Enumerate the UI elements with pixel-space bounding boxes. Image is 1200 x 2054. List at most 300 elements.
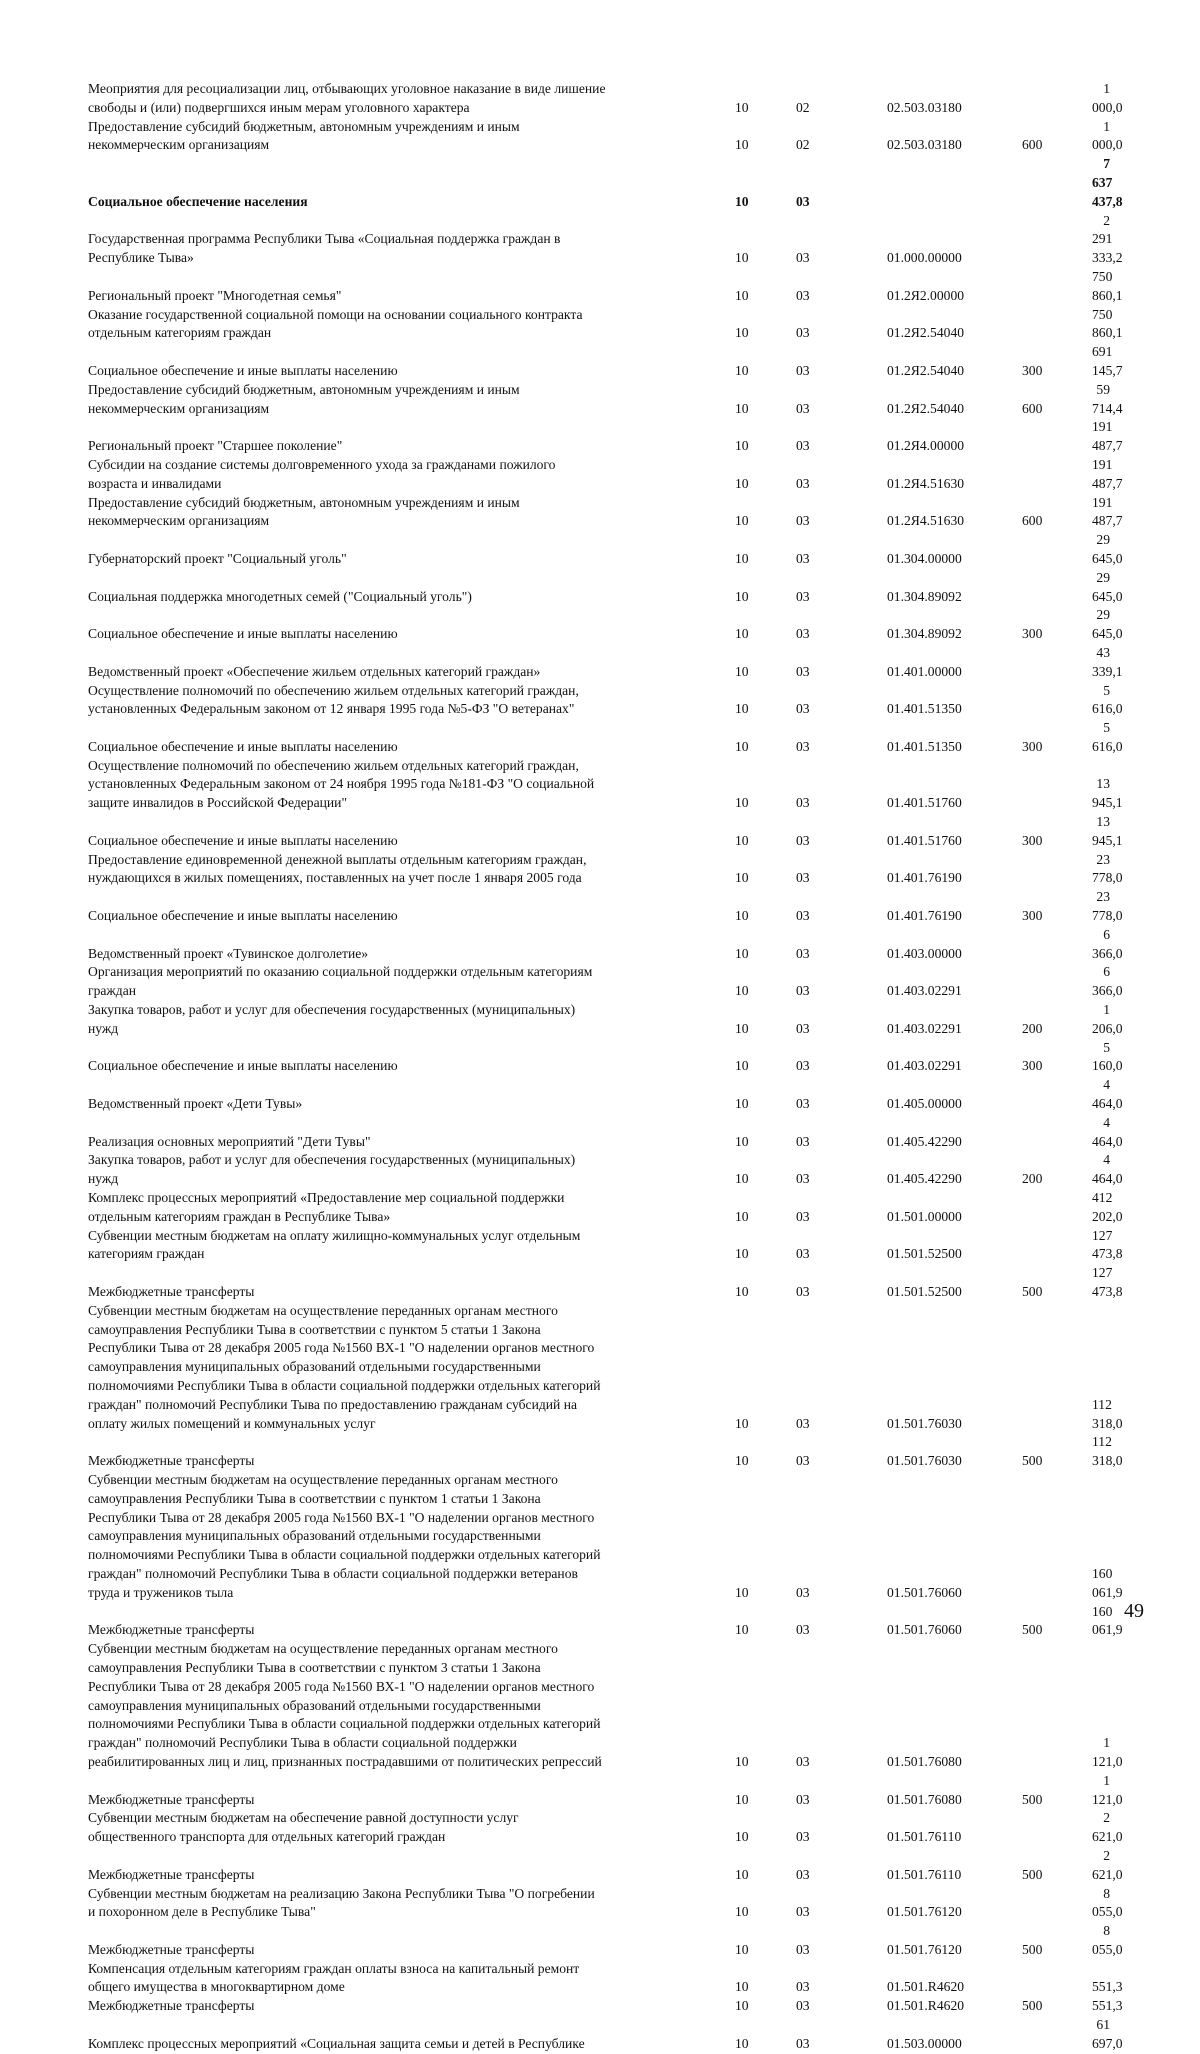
row-amount: 29 645,0 <box>1092 607 1123 642</box>
row-section: 10 <box>735 1904 749 1920</box>
row-subsection: 03 <box>796 832 810 848</box>
row-name: Субвенции местным бюджетам на обеспечение равной доступности услуг общественного транспорта для отдельных категорий граждан <box>88 1810 519 1845</box>
row-target-article: 01.501.76060 <box>887 1622 962 1638</box>
row-section: 10 <box>735 1020 749 1036</box>
row-subsection: 03 <box>796 701 810 717</box>
row-expense-type <box>999 963 1092 1001</box>
row-section: 10 <box>735 1284 749 1299</box>
row-section: 10 <box>735 1415 749 1431</box>
row-amount: 5 160,0 <box>1092 1039 1123 1074</box>
row-subsection: 03 <box>796 400 810 416</box>
row-subsection: 03 <box>796 945 810 961</box>
row-name: Компенсация отдельным категориям граждан оплаты взноса на капитальный ремонт общего имущества в многоквартирном доме <box>88 1960 580 1995</box>
row-subsection: 03 <box>796 1171 810 1187</box>
row-amount: 4 464,0 <box>1092 1077 1123 1112</box>
row-subsection: 03 <box>796 1096 810 1112</box>
row-amount: 13 945,1 <box>1092 776 1123 811</box>
row-subsection: 03 <box>796 1979 810 1995</box>
row-expense-type <box>999 926 1092 964</box>
table-row <box>88 1997 1112 2016</box>
row-subsection: 03 <box>796 1584 810 1600</box>
row-expense-type <box>999 1809 1092 1847</box>
row-subsection: 03 <box>796 193 810 209</box>
table-row <box>88 155 1112 211</box>
row-name: Ведомственный проект «Дети Тувы» <box>88 1096 303 1112</box>
row-section: 10 <box>735 1979 749 1995</box>
row-name: Комплекс процессных мероприятий «Предоставление мер социальной поддержки отдельным категориям граждан в Республике Тыва» <box>88 1190 565 1224</box>
budget-table <box>88 80 1123 2054</box>
row-subsection: 03 <box>796 1453 810 1469</box>
row-section: 10 <box>735 475 749 491</box>
row-name: Субсидии на создание системы долговременного ухода за гражданами пожилого возраста и инвалидами <box>88 456 556 491</box>
row-subsection: 03 <box>796 908 810 924</box>
row-expense-type: 500 <box>1022 1866 1043 1882</box>
row-target-article: 01.401.51350 <box>887 701 962 717</box>
row-amount: 112 318,0 <box>1092 1396 1123 1431</box>
row-subsection: 03 <box>796 795 810 811</box>
row-subsection: 03 <box>796 1020 810 1036</box>
row-expense-type <box>999 644 1092 682</box>
row-section: 10 <box>735 1753 749 1769</box>
row-section: 10 <box>735 513 749 529</box>
row-target-article: 01.000.00000 <box>887 250 962 266</box>
row-subsection: 03 <box>796 1791 810 1807</box>
row-target-article: 01.304.89092 <box>887 626 962 642</box>
row-expense-type <box>999 2016 1092 2054</box>
row-target-article: 01.405.00000 <box>887 1096 962 1112</box>
row-section: 10 <box>735 870 749 886</box>
row-target-article: 01.2Я2.54040 <box>887 400 965 416</box>
row-subsection: 03 <box>796 475 810 491</box>
table-row <box>88 268 1112 306</box>
row-section: 10 <box>735 832 749 848</box>
row-subsection: 03 <box>796 438 810 454</box>
row-amount: 1 121,0 <box>1092 1772 1123 1807</box>
row-target-article: 01.501.52500 <box>887 1246 962 1262</box>
row-name: Ведомственный проект «Обеспечение жильем отдельных категорий граждан» <box>88 663 541 679</box>
row-section: 10 <box>735 287 749 303</box>
row-name: Оказание государственной социальной помощи на основании социального контракта отдельным категориям граждан <box>88 306 583 341</box>
row-name: Межбюджетные трансферты <box>88 1998 255 2014</box>
page-number: 49 <box>1124 1600 1144 1622</box>
row-target-article: 01.501.76030 <box>887 1453 962 1469</box>
row-expense-type: 300 <box>1022 832 1043 848</box>
row-expense-type <box>999 1960 1092 1998</box>
row-section: 10 <box>735 550 749 566</box>
table-row <box>88 306 1112 344</box>
table-row <box>88 606 1112 644</box>
row-expense-type <box>999 531 1092 569</box>
row-expense-type: 500 <box>1022 1941 1043 1957</box>
row-expense-type: 300 <box>1022 738 1043 754</box>
table-row <box>88 1847 1112 1885</box>
table-row <box>88 719 1112 757</box>
row-target-article: 01.503.00000 <box>887 2035 962 2051</box>
row-target-article: 01.501.76120 <box>887 1904 962 1920</box>
row-expense-type: 300 <box>1022 626 1043 642</box>
row-expense-type <box>999 757 1092 813</box>
row-amount: 160 061,9 <box>1092 1603 1123 1638</box>
row-amount: 13 945,1 <box>1092 814 1123 848</box>
row-target-article: 02.503.03180 <box>887 99 962 115</box>
row-name: Субвенции местным бюджетам на оплату жилищно-коммунальных услуг отдельным категориям граждан <box>88 1227 581 1262</box>
row-name: Социальное обеспечение и иные выплаты населению <box>88 908 398 924</box>
row-name: Губернаторский проект "Социальный уголь" <box>88 550 347 566</box>
row-target-article: 01.2Я4.51630 <box>887 475 965 491</box>
row-amount: 127 473,8 <box>1092 1227 1123 1262</box>
row-section: 10 <box>735 1998 749 2014</box>
row-target-article: 01.501.76030 <box>887 1415 962 1431</box>
row-expense-type <box>999 80 1092 118</box>
row-section: 10 <box>735 438 749 454</box>
row-subsection: 03 <box>796 250 810 266</box>
table-row <box>88 1189 1112 1227</box>
row-subsection: 03 <box>796 870 810 886</box>
row-amount: 6 366,0 <box>1092 926 1123 961</box>
row-amount: 59 714,4 <box>1092 381 1123 416</box>
row-target-article: 01.401.00000 <box>887 663 962 679</box>
row-expense-type <box>999 418 1092 456</box>
row-name: Межбюджетные трансферты <box>88 1866 255 1882</box>
table-row <box>88 1640 1112 1772</box>
row-name: Социальное обеспечение и иные выплаты населению <box>88 1058 398 1074</box>
table-row <box>88 1076 1112 1114</box>
row-amount: 8 055,0 <box>1092 1885 1123 1920</box>
row-section: 10 <box>735 1791 749 1807</box>
table-row <box>88 1151 1112 1189</box>
table-row <box>88 851 1112 889</box>
table-row <box>88 1603 1112 1641</box>
row-subsection: 03 <box>796 1904 810 1920</box>
row-name: Региональный проект "Старшее поколение" <box>88 438 343 454</box>
row-subsection: 03 <box>796 287 810 303</box>
row-target-article: 01.401.51760 <box>887 832 962 848</box>
row-expense-type: 500 <box>1022 1284 1043 1299</box>
row-subsection: 03 <box>796 1941 810 1957</box>
row-target-article: 01.501.00000 <box>887 1208 962 1224</box>
row-target-article: 01.501.76110 <box>887 1829 962 1845</box>
row-subsection: 03 <box>796 738 810 754</box>
row-section: 10 <box>735 99 749 115</box>
table-row <box>88 381 1112 419</box>
table-row <box>88 456 1112 494</box>
row-expense-type: 500 <box>1022 1998 1043 2014</box>
row-subsection: 03 <box>796 1208 810 1224</box>
row-name: Закупка товаров, работ и услуг для обеспечения государственных (муниципальных) нужд <box>88 1152 576 1187</box>
row-name: Закупка товаров, работ и услуг для обеспечения государственных (муниципальных) нужд <box>88 1002 576 1036</box>
row-expense-type <box>999 569 1092 607</box>
row-name: Социальное обеспечение населения <box>88 193 308 209</box>
row-expense-type <box>999 1640 1092 1772</box>
table-row <box>88 682 1112 720</box>
row-subsection: 03 <box>796 983 810 999</box>
row-target-article: 01.501.76060 <box>887 1584 962 1600</box>
row-name: Предоставление субсидий бюджетным, автономным учреждениям и иным некоммерческим организациям <box>88 381 520 416</box>
row-subsection: 03 <box>796 1284 810 1299</box>
row-amount: 43 339,1 <box>1092 644 1123 679</box>
row-subsection: 03 <box>796 588 810 604</box>
table-row <box>88 1885 1112 1923</box>
budget-table-body <box>88 80 1123 2054</box>
table-row <box>88 1960 1112 1998</box>
row-section: 10 <box>735 250 749 266</box>
row-amount: 5 616,0 <box>1092 682 1123 717</box>
row-target-article: 01.501.76080 <box>887 1791 962 1807</box>
row-amount: 4 464,0 <box>1092 1152 1123 1187</box>
row-target-article: 01.2Я4.51630 <box>887 513 965 529</box>
row-section: 10 <box>735 137 749 153</box>
row-target-article: 01.304.00000 <box>887 550 962 566</box>
table-row <box>88 1114 1112 1152</box>
row-target-article: 01.403.02291 <box>887 983 962 999</box>
row-expense-type <box>999 155 1092 211</box>
row-section: 10 <box>735 701 749 717</box>
row-section: 10 <box>735 362 749 378</box>
row-amount: 8 055,0 <box>1092 1923 1123 1957</box>
row-expense-type <box>999 682 1092 720</box>
row-subsection: 03 <box>796 550 810 566</box>
row-name: Социальное обеспечение и иные выплаты населению <box>88 626 398 642</box>
row-section: 10 <box>735 1584 749 1600</box>
row-section: 10 <box>735 1208 749 1224</box>
row-expense-type <box>999 306 1092 344</box>
row-target-article: 01.401.51350 <box>887 738 962 754</box>
row-subsection: 03 <box>796 1415 810 1431</box>
row-target-article: 01.403.00000 <box>887 945 962 961</box>
row-amount: 412 202,0 <box>1092 1190 1123 1224</box>
row-target-article: 01.501.52500 <box>887 1284 962 1299</box>
row-expense-type <box>999 1302 1092 1434</box>
row-target-article: 01.2Я2.00000 <box>887 287 965 303</box>
row-subsection: 03 <box>796 663 810 679</box>
row-expense-type <box>999 212 1092 268</box>
row-subsection: 03 <box>796 1246 810 1262</box>
row-amount: 2 291 333,2 <box>1092 212 1123 266</box>
row-name: Региональный проект "Многодетная семья" <box>88 287 342 303</box>
table-row <box>88 494 1112 532</box>
row-name: Межбюджетные трансферты <box>88 1941 255 1957</box>
row-name: Организация мероприятий по оказанию социальной поддержки отдельным категориям граждан <box>88 964 593 999</box>
row-section: 10 <box>735 193 749 209</box>
row-target-article: 01.403.02291 <box>887 1058 962 1074</box>
row-amount: 112 318,0 <box>1092 1434 1123 1469</box>
row-name: Меоприятия для ресоциализации лиц, отбывающих уголовное наказание в виде лишение свободы и (или) подвергшихся иным мерам уголовного характера <box>88 81 606 115</box>
row-subsection: 03 <box>796 1866 810 1882</box>
row-name: Межбюджетные трансферты <box>88 1622 255 1638</box>
row-section: 10 <box>735 945 749 961</box>
row-name: Субвенции местным бюджетам на осуществление переданных органам местного самоуправления Республики Тыва в соответствии с пунктом 5 статьи 1 Закона Республики Тыва от 28 декабря 2005 года №1560 ВХ-1 "О наделении органов местного самоуправления муниципальных образований отдельными государственными полномочиями Республики Тыва в области социальной поддержки отдельных категорий граждан" полномочий Республики Тыва по предоставлению гражданам субсидий на оплату жилых помещений и коммунальных услуг <box>88 1302 601 1431</box>
row-target-article: 01.401.76190 <box>887 908 962 924</box>
row-section: 10 <box>735 1829 749 1845</box>
row-expense-type <box>999 851 1092 889</box>
row-expense-type: 200 <box>1022 1020 1043 1036</box>
row-name: Межбюджетные трансферты <box>88 1791 255 1807</box>
row-name: Субвенции местным бюджетам на осуществление переданных органам местного самоуправления Республики Тыва в соответствии с пунктом 3 статьи 1 Закона Республики Тыва от 28 декабря 2005 года №1560 ВХ-1 "О наделении органов местного самоуправления муниципальных образований отдельными государственными полномочиями Республики Тыва в области социальной поддержки отдельных категорий граждан" полномочий Республики Тыва в области социальной поддержки реабилитированных лиц и лиц, признанных пострадавшими от политических репрессий <box>88 1641 602 1769</box>
row-expense-type: 500 <box>1022 1791 1043 1807</box>
table-row <box>88 1471 1112 1603</box>
row-amount: 1 206,0 <box>1092 1002 1123 1036</box>
row-name: Предоставление единовременной денежной выплаты отдельным категориям граждан, нуждающихся в жилых помещениях, поставленных на учет после 1 января 2005 года <box>88 851 587 886</box>
row-target-article: 01.405.42290 <box>887 1171 962 1187</box>
row-name: Комплекс процессных мероприятий «Социальная защита семьи и детей в Республике <box>88 2035 585 2051</box>
row-expense-type <box>999 456 1092 494</box>
row-expense-type <box>999 1227 1092 1265</box>
row-name: Осуществление полномочий по обеспечению жильем отдельных категорий граждан, установленных Федеральным законом от 24 ноября 1995 года №181-ФЗ "О социальной защите инвалидов в Российской Федерации" <box>88 757 595 811</box>
row-name: Социальное обеспечение и иные выплаты населению <box>88 832 398 848</box>
row-amount: 191 487,7 <box>1092 419 1123 454</box>
row-subsection: 03 <box>796 1133 810 1149</box>
row-section: 10 <box>735 1058 749 1074</box>
row-section: 10 <box>735 1096 749 1112</box>
row-section: 10 <box>735 1866 749 1882</box>
row-amount: 750 860,1 <box>1092 268 1123 303</box>
table-row <box>88 757 1112 813</box>
row-amount: 2 621,0 <box>1092 1847 1123 1882</box>
row-amount: 23 778,0 <box>1092 851 1123 886</box>
row-target-article: 01.401.76190 <box>887 870 962 886</box>
row-expense-type: 200 <box>1022 1171 1043 1187</box>
table-row <box>88 1433 1112 1471</box>
row-expense-type <box>999 1471 1092 1603</box>
row-subsection: 03 <box>796 626 810 642</box>
row-amount: 750 860,1 <box>1092 306 1123 341</box>
row-target-article: 01.501.R4620 <box>887 1998 965 2014</box>
row-subsection: 03 <box>796 362 810 378</box>
row-section: 10 <box>735 1941 749 1957</box>
row-amount: 1 000,0 <box>1092 81 1123 115</box>
row-name: Межбюджетные трансферты <box>88 1453 255 1469</box>
table-row <box>88 343 1112 381</box>
row-subsection: 03 <box>796 1753 810 1769</box>
row-name: Ведомственный проект «Тувинское долголетие» <box>88 945 369 961</box>
table-row <box>88 963 1112 1001</box>
row-subsection: 03 <box>796 1829 810 1845</box>
row-amount: 23 778,0 <box>1092 889 1123 924</box>
row-amount: 1 000,0 <box>1092 118 1123 153</box>
row-section: 10 <box>735 983 749 999</box>
row-amount: 2 621,0 <box>1092 1810 1123 1845</box>
row-name: Предоставление субсидий бюджетным, автономным учреждениям и иным некоммерческим организациям <box>88 118 520 153</box>
row-expense-type: 600 <box>1022 400 1043 416</box>
row-expense-type: 600 <box>1022 513 1043 529</box>
row-amount: 29 645,0 <box>1092 569 1123 604</box>
row-subsection: 02 <box>796 137 810 153</box>
row-target-article: 01.2Я2.54040 <box>887 325 965 341</box>
row-target-article: 01.501.76080 <box>887 1753 962 1769</box>
table-row <box>88 1302 1112 1434</box>
table-row <box>88 888 1112 926</box>
row-expense-type: 300 <box>1022 362 1043 378</box>
row-section: 10 <box>735 1133 749 1149</box>
row-subsection: 03 <box>796 1622 810 1638</box>
row-amount: 5 616,0 <box>1092 720 1123 754</box>
row-name: Осуществление полномочий по обеспечению жильем отдельных категорий граждан, установленных Федеральным законом от 12 января 1995 года №5-ФЗ "О ветеранах" <box>88 682 579 717</box>
row-expense-type <box>999 1114 1092 1152</box>
row-expense-type: 300 <box>1022 1058 1043 1074</box>
row-target-article: 01.501.76120 <box>887 1941 962 1957</box>
row-section: 10 <box>735 1171 749 1187</box>
row-section: 10 <box>735 400 749 416</box>
row-target-article <box>860 155 999 211</box>
row-name: Предоставление субсидий бюджетным, автономным учреждениям и иным некоммерческим организациям <box>88 494 520 529</box>
row-name: Социальная поддержка многодетных семей ("Социальный уголь") <box>88 588 472 604</box>
row-expense-type <box>999 268 1092 306</box>
row-name: Субвенции местным бюджетам на осуществление переданных органам местного самоуправления Республики Тыва в соответствии с пунктом 1 статьи 1 Закона Республики Тыва от 28 декабря 2005 года №1560 ВХ-1 "О наделении органов местного самоуправления муниципальных образований отдельными государственными полномочиями Республики Тыва в области социальной поддержки отдельных категорий граждан" полномочий Республики Тыва в области социальной поддержки ветеранов труда и тружеников тыла <box>88 1471 601 1600</box>
row-amount: 551,3 <box>1092 1998 1123 2014</box>
row-expense-type: 500 <box>1022 1622 1043 1638</box>
table-row <box>88 80 1112 118</box>
row-target-article: 01.401.51760 <box>887 795 962 811</box>
table-row <box>88 1809 1112 1847</box>
row-name: Социальное обеспечение и иные выплаты населению <box>88 362 398 378</box>
row-amount: 551,3 <box>1092 1979 1123 1995</box>
row-subsection: 03 <box>796 513 810 529</box>
row-amount: 61 697,0 <box>1092 2017 1123 2051</box>
table-row <box>88 1922 1112 1960</box>
row-expense-type <box>999 1189 1092 1227</box>
row-section: 10 <box>735 626 749 642</box>
row-section: 10 <box>735 738 749 754</box>
row-target-article: 01.2Я2.54040 <box>887 362 965 378</box>
row-amount: 160 061,9 <box>1092 1565 1123 1600</box>
table-row <box>88 644 1112 682</box>
row-expense-type <box>999 1885 1092 1923</box>
row-target-article: 01.405.42290 <box>887 1133 962 1149</box>
row-section: 10 <box>735 325 749 341</box>
row-section: 10 <box>735 795 749 811</box>
table-row <box>88 1772 1112 1810</box>
row-name: Субвенции местным бюджетам на реализацию Закона Республики Тыва "О погребении и похоронном деле в Республике Тыва" <box>88 1885 595 1920</box>
row-amount: 191 487,7 <box>1092 494 1123 529</box>
row-target-article: 01.2Я4.00000 <box>887 438 965 454</box>
table-row <box>88 926 1112 964</box>
row-amount: 691 145,7 <box>1092 344 1123 378</box>
row-amount: 191 487,7 <box>1092 456 1123 491</box>
row-amount: 7 637 437,8 <box>1092 156 1123 209</box>
row-target-article: 02.503.03180 <box>887 137 962 153</box>
row-name: Реализация основных мероприятий "Дети Тувы" <box>88 1133 371 1149</box>
row-subsection: 03 <box>796 1058 810 1074</box>
row-target-article: 01.501.R4620 <box>887 1979 965 1995</box>
row-target-article: 01.403.02291 <box>887 1020 962 1036</box>
row-section: 10 <box>735 2035 749 2051</box>
row-amount: 127 473,8 <box>1092 1265 1123 1299</box>
row-expense-type <box>999 1076 1092 1114</box>
row-subsection: 03 <box>796 1998 810 2014</box>
row-section: 10 <box>735 908 749 924</box>
row-expense-type: 500 <box>1022 1453 1043 1469</box>
table-row <box>88 1227 1112 1265</box>
row-name: Социальное обеспечение и иные выплаты населению <box>88 738 398 754</box>
table-row <box>88 1039 1112 1077</box>
row-target-article: 01.304.89092 <box>887 588 962 604</box>
table-row <box>88 2016 1112 2054</box>
row-subsection: 03 <box>796 2035 810 2051</box>
row-section: 10 <box>735 1453 749 1469</box>
row-name: Межбюджетные трансферты <box>88 1284 255 1299</box>
table-row <box>88 531 1112 569</box>
row-target-article: 01.501.76110 <box>887 1866 962 1882</box>
table-row <box>88 813 1112 851</box>
row-expense-type: 600 <box>1022 137 1043 153</box>
row-amount: 4 464,0 <box>1092 1114 1123 1149</box>
row-subsection: 03 <box>796 325 810 341</box>
row-name: Государственная программа Республики Тыва «Социальная поддержка граждан в Республике Тыва» <box>88 231 561 266</box>
row-expense-type: 300 <box>1022 908 1043 924</box>
table-row <box>88 569 1112 607</box>
table-row <box>88 212 1112 268</box>
table-row <box>88 118 1112 156</box>
